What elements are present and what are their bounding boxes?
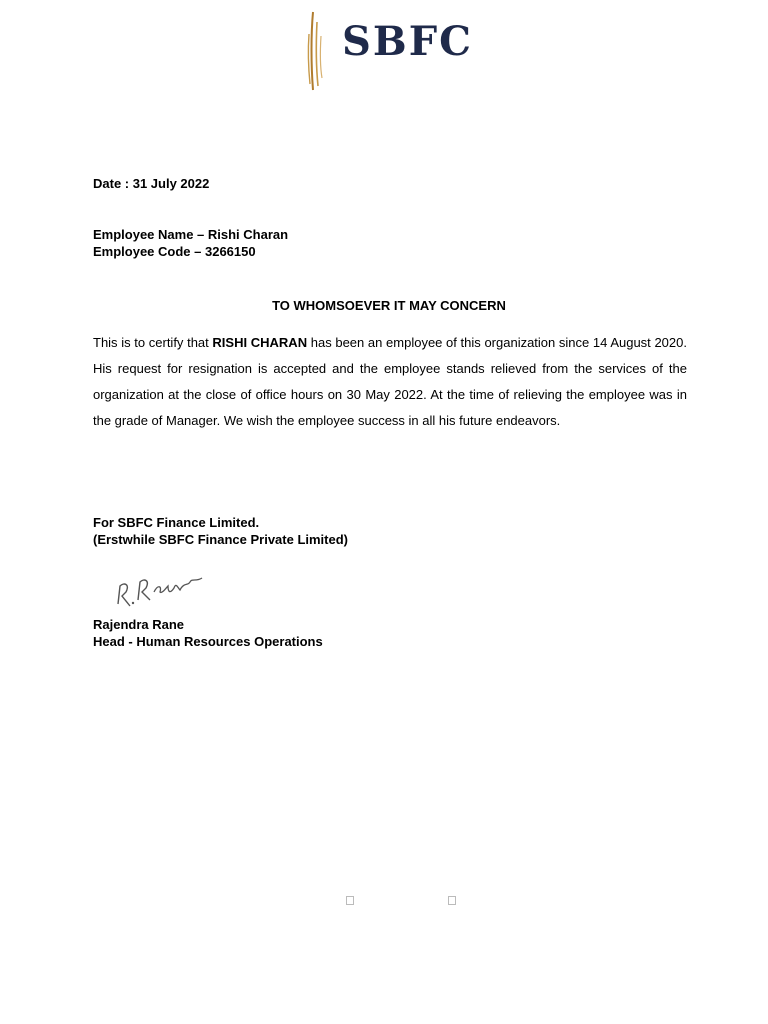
erstwhile-company-name: (Erstwhile SBFC Finance Private Limited) bbox=[93, 532, 348, 547]
body-employee-name: RISHI CHARAN bbox=[212, 335, 308, 350]
placeholder-box-icon bbox=[448, 896, 456, 905]
employee-name: Employee Name – Rishi Charan bbox=[93, 227, 289, 242]
handwritten-signature bbox=[110, 568, 206, 610]
body-intro-text: This is to certify that bbox=[93, 335, 213, 350]
signer-title: Head - Human Resources Operations bbox=[93, 634, 323, 649]
body-main-text: has been an employee of this organization since 14 August 2020. His request for resignation is accepted and the employee stands relieved from the services of the organization at the close of office hours on 30 May 2022. At the time of relieving the employee was in the grade of Manager. We wish the employee success in all his future endeavors. bbox=[93, 335, 687, 428]
logo-wordmark: SBFC bbox=[342, 18, 473, 65]
letter-date: Date : 31 July 2022 bbox=[93, 176, 210, 191]
company-signoff: For SBFC Finance Limited. bbox=[93, 515, 260, 530]
signer-name: Rajendra Rane bbox=[93, 617, 185, 632]
letter-body bbox=[93, 330, 687, 434]
gold-strokes-icon bbox=[300, 8, 330, 92]
company-logo bbox=[300, 8, 482, 92]
employee-code: Employee Code – 3266150 bbox=[93, 244, 256, 259]
letter-subject: TO WHOMSOEVER IT MAY CONCERN bbox=[272, 298, 506, 313]
placeholder-box-icon bbox=[346, 896, 354, 905]
